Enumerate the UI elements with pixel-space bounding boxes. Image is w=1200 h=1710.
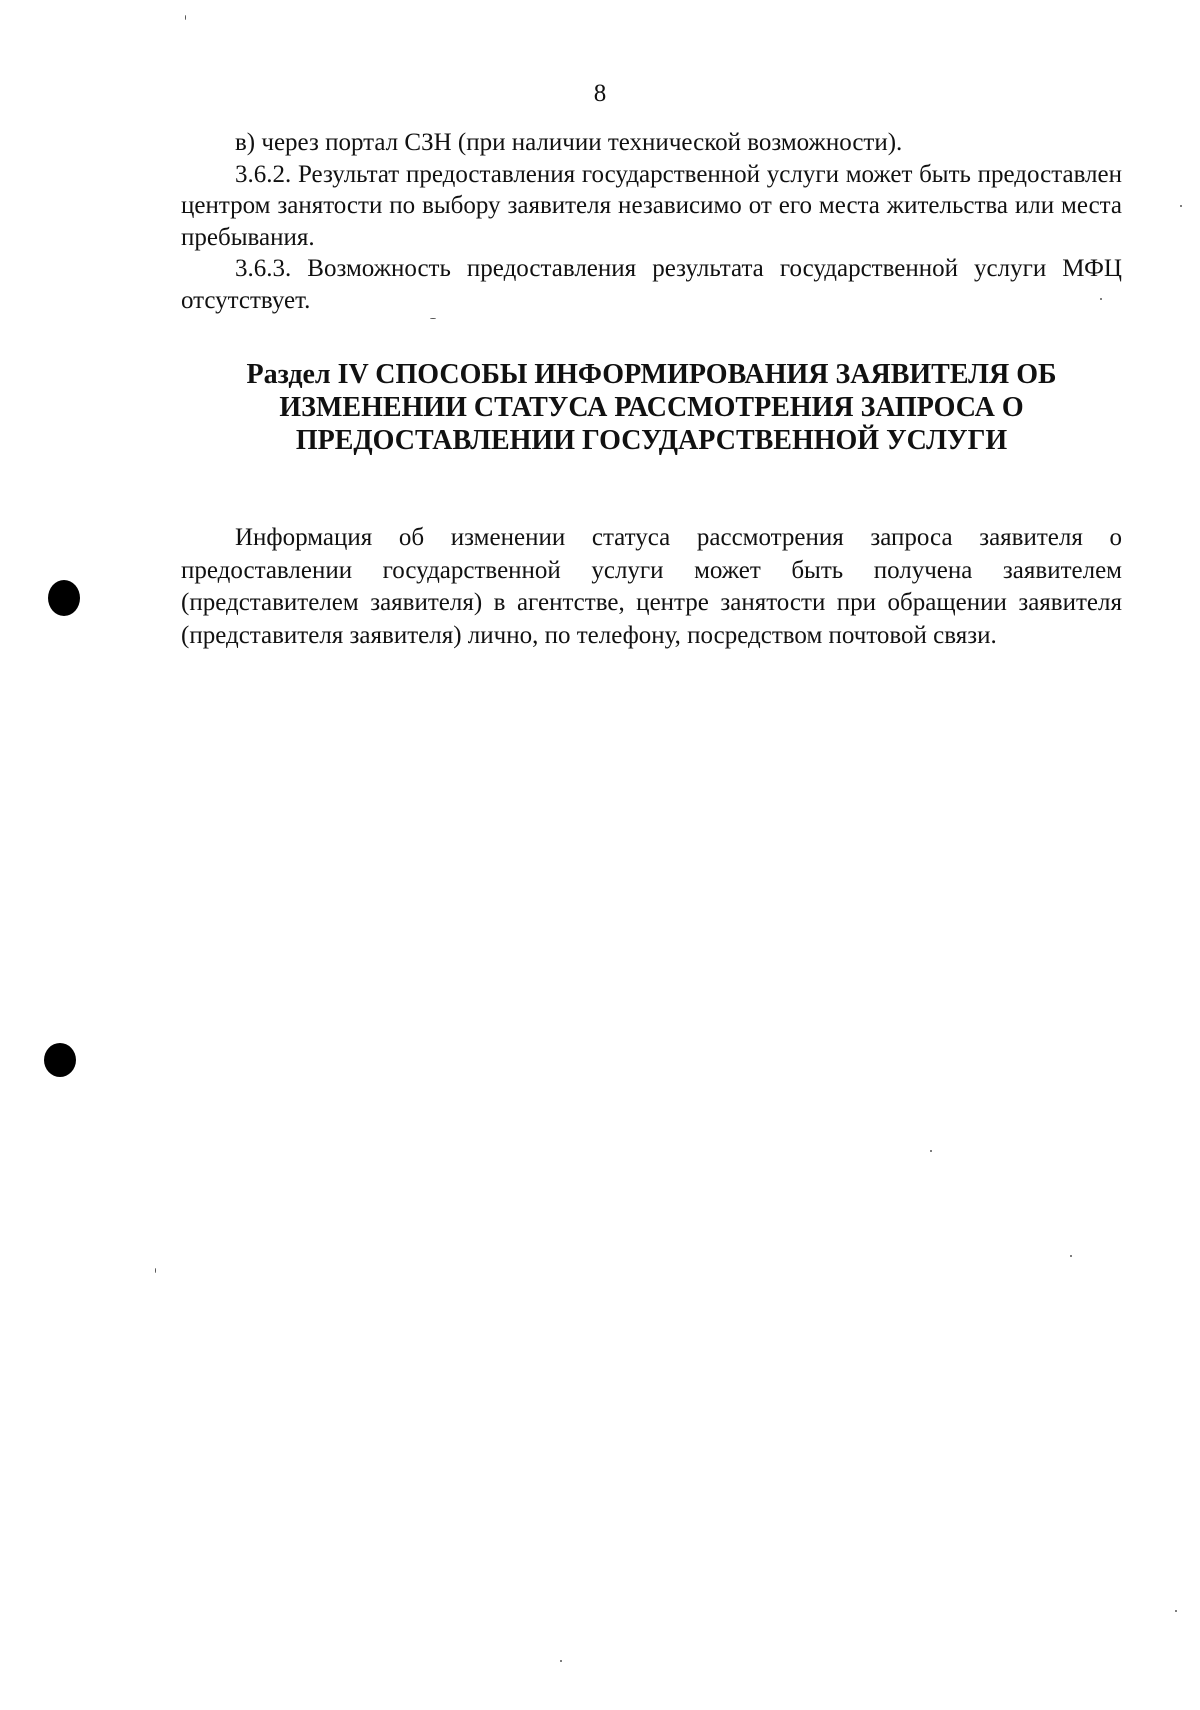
scan-speck: [155, 1268, 156, 1273]
paragraph-item-v: в) через портал СЗН (при наличии технической возможности).: [235, 129, 903, 156]
paragraph-3-6-3: 3.6.3. Возможность предоставления результата государственной услуги МФЦ отсутствует.: [181, 255, 1122, 314]
scan-speck: [930, 1150, 932, 1152]
scan-speck: [1100, 298, 1102, 300]
paragraph-3-6-2: 3.6.2. Результат предоставления государственной услуги может быть предоставлен центром занятости по выбору заявителя независимо от его места жительства или места пребывания.: [181, 160, 1122, 251]
top-text-block: [181, 127, 1122, 316]
scan-speck: [185, 15, 186, 20]
page-number: 8: [593, 80, 607, 107]
section-paragraph: Информация об изменении статуса рассмотрения запроса заявителя о предоставлении государственной услуги может быть получена заявителем (представителем заявителя) в агентстве, центре занятости при обращении заявителя (представителя заявителя) лично, по телефону, посредством почтовой связи.: [181, 524, 1122, 649]
punch-hole: [44, 1043, 76, 1077]
scan-speck: [560, 1660, 562, 1662]
section-heading-line: Раздел IV СПОСОБЫ ИНФОРМИРОВАНИЯ ЗАЯВИТЕЛЯ ОБ: [246, 359, 1057, 390]
scan-speck: [1180, 205, 1182, 207]
scan-speck: [430, 318, 436, 319]
scan-speck: [1175, 1610, 1177, 1612]
scan-speck: [1070, 1255, 1072, 1257]
section-heading-line: ИЗМЕНЕНИИ СТАТУСА РАССМОТРЕНИЯ ЗАПРОСА О: [279, 392, 1024, 423]
section-heading: [181, 358, 1122, 457]
punch-hole: [48, 580, 80, 616]
section-heading-line: ПРЕДОСТАВЛЕНИИ ГОСУДАРСТВЕННОЙ УСЛУГИ: [295, 425, 1008, 456]
section-body: [181, 522, 1122, 652]
